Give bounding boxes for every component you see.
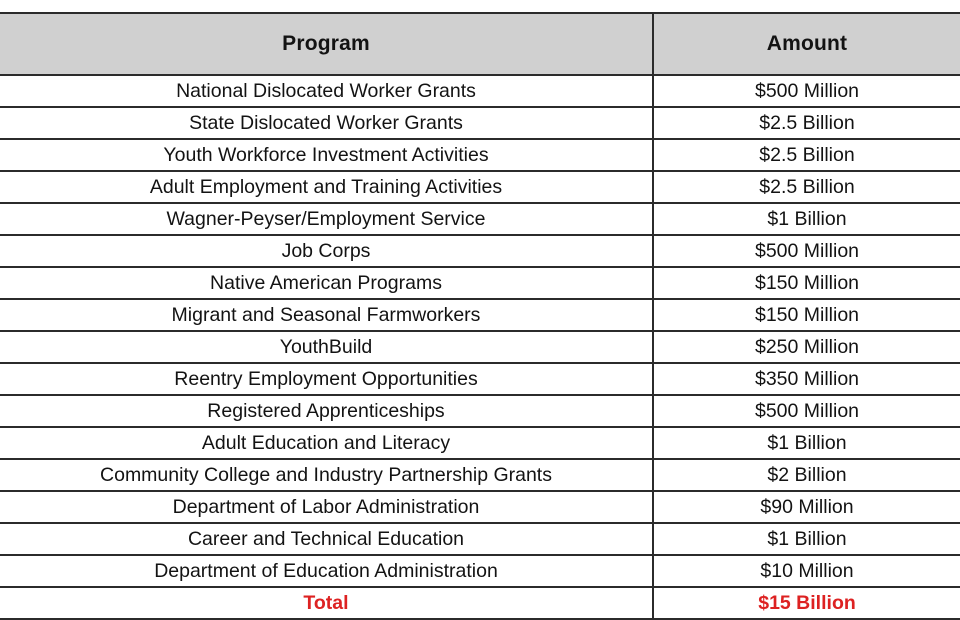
table-row [0,107,960,139]
table-header [0,13,960,75]
cell-amount: $10 Million [653,555,960,587]
cell-amount: $90 Million [653,491,960,523]
cell-amount: $2 Billion [653,459,960,491]
cell-program: Career and Technical Education [0,523,653,555]
table-row [0,363,960,395]
cell-program: Job Corps [0,235,653,267]
budget-table-container [0,12,960,620]
cell-amount: $150 Million [653,267,960,299]
table-row [0,171,960,203]
cell-program: National Dislocated Worker Grants [0,75,653,107]
header-row [0,13,960,75]
cell-program: Adult Employment and Training Activities [0,171,653,203]
cell-amount: $250 Million [653,331,960,363]
cell-amount: $1 Billion [653,203,960,235]
cell-program: Department of Education Administration [0,555,653,587]
cell-amount: $150 Million [653,299,960,331]
column-header-program: Program [0,13,653,75]
cell-program: Community College and Industry Partnership Grants [0,459,653,491]
table-row [0,235,960,267]
cell-total-amount: $15 Billion [653,587,960,619]
cell-program: Native American Programs [0,267,653,299]
table-row [0,331,960,363]
cell-amount: $500 Million [653,395,960,427]
cell-program: YouthBuild [0,331,653,363]
budget-table [0,12,960,620]
cell-amount: $1 Billion [653,427,960,459]
cell-amount: $500 Million [653,75,960,107]
cell-amount: $1 Billion [653,523,960,555]
cell-amount: $2.5 Billion [653,139,960,171]
table-row [0,139,960,171]
cell-program: Migrant and Seasonal Farmworkers [0,299,653,331]
table-row [0,523,960,555]
table-row [0,203,960,235]
table-row [0,267,960,299]
table-row [0,459,960,491]
table-total-row [0,587,960,619]
table-row [0,427,960,459]
cell-amount: $350 Million [653,363,960,395]
cell-program: Registered Apprenticeships [0,395,653,427]
cell-total-label: Total [0,587,653,619]
cell-amount: $2.5 Billion [653,171,960,203]
table-row [0,75,960,107]
cell-program: State Dislocated Worker Grants [0,107,653,139]
table-row [0,555,960,587]
table-body [0,75,960,619]
cell-program: Wagner-Peyser/Employment Service [0,203,653,235]
cell-program: Department of Labor Administration [0,491,653,523]
table-row [0,299,960,331]
table-row [0,491,960,523]
cell-amount: $2.5 Billion [653,107,960,139]
cell-program: Youth Workforce Investment Activities [0,139,653,171]
table-row [0,395,960,427]
column-header-amount: Amount [653,13,960,75]
cell-program: Reentry Employment Opportunities [0,363,653,395]
cell-program: Adult Education and Literacy [0,427,653,459]
cell-amount: $500 Million [653,235,960,267]
